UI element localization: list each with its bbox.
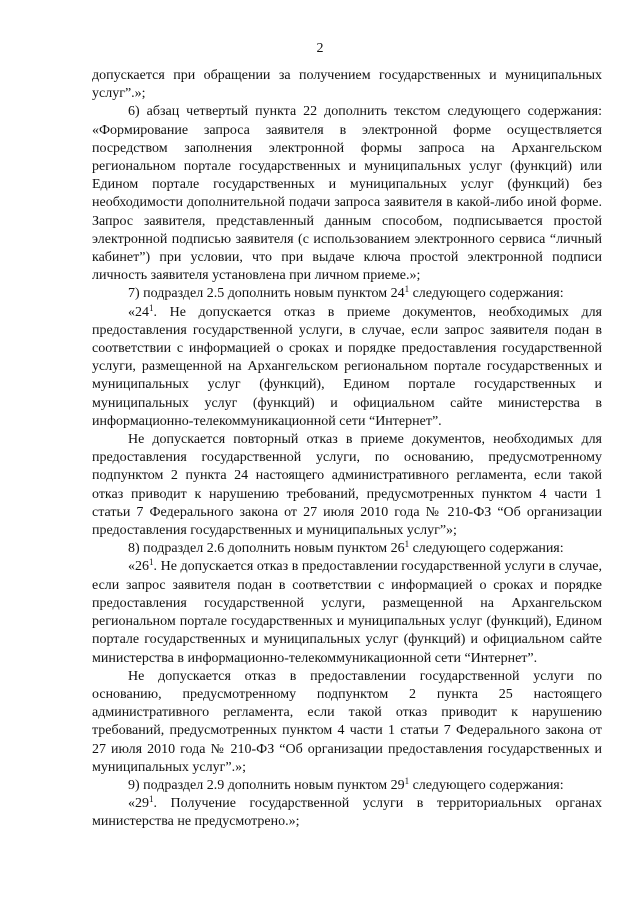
paragraph-item-7 — [92, 285, 602, 303]
page-number: 2 — [316, 41, 324, 56]
item-7-superscript: 1 — [404, 284, 410, 295]
point-26-1-text: . Не допускается отказ в предоставлении государственной услуги в случае, если запрос заявителя подан в соответствии с информацией о сроках и порядке предоставления государственной услуги, размещенной на Архангельском региональном портале государственных и муниципальных услуг (функций), Едином портале государственных и муниципальных услуг (функций) и официальном сайте министерства в информационно-телекоммуникационной сети “Интернет”. — [92, 559, 602, 666]
point-24-1-number: «24 — [128, 304, 149, 320]
point-29-1-text: . Получение государственной услуги в территориальных органах министерства не предусмотрено.»; — [92, 796, 602, 830]
point-29-1-superscript: 1 — [149, 794, 154, 805]
point-24-1-text: . Не допускается отказ в приеме документов, необходимых для предоставления государственной услуги, в случае, если запрос заявителя подан в соответствии с информацией о сроках и порядке предоставления государственной услуги, размещенной на Архангельском региональном портале государственных и муниципальных услуг (функций), Едином портале государственных и муниципальных услуг (функций) и официальном сайте министерства в информационно-телекоммуникационной сети “Интернет”. — [92, 304, 602, 429]
paragraph-item-6: 6) абзац четвертый пункта 22 дополнить текстом следующего содержания: «Формирование запроса заявителя в электронной форме осуществляется посредством заполнения электронной формы запроса на Архангельском региональном портале государственных и муниципальных услуг (функций) или Едином портале государственных и муниципальных услуг (функций) без необходимости дополнительной подачи запроса заявителя в какой-либо иной форме. Запрос заявителя, представленный данным способом, подписывается простой электронной подписью заявителя (с использованием электронного сервиса “личный кабинет”) при условии, что при выдаче ключа простой электронной подписи личность заявителя установлена при личном приеме.»; — [92, 104, 602, 284]
paragraph-item-9 — [92, 777, 602, 795]
point-26-1-number: «26 — [128, 559, 149, 575]
item-9-superscript: 1 — [404, 775, 410, 786]
document-body — [92, 67, 602, 832]
point-26-1-superscript: 1 — [149, 557, 154, 568]
paragraph-refusal-basis: Не допускается отказ в предоставлении государственной услуги по основанию, предусмотренному подпунктом 2 пункта 25 настоящего административного регламента, если такой отказ приводит к нарушению требований, предусмотренных пунктом 4 части 1 статьи 7 Федерального закона от 27 июля 2010 года № 210-ФЗ “Об организации предоставления государственных и муниципальных услуг”.»; — [92, 668, 602, 775]
item-7-text-end: следующего содержания: — [409, 286, 564, 302]
point-29-1-number: «29 — [128, 796, 149, 812]
paragraph-item-8 — [92, 540, 602, 558]
item-9-text-end: следующего содержания: — [409, 777, 564, 793]
item-7-text: 7) подраздел 2.5 дополнить новым пунктом 24 — [128, 286, 405, 302]
paragraph-repeat-refusal: Не допускается повторный отказ в приеме документов, необходимых для предоставления государственной услуги, по основанию, предусмотренному подпунктом 2 пункта 24 настоящего административного регламента, если такой отказ приводит к нарушению требований, предусмотренных пунктом 4 части 1 статьи 7 Федерального закона от 27 июля 2010 года № 210-ФЗ “Об организации предоставления государственных и муниципальных услуг”»; — [92, 432, 602, 539]
paragraph-continuation: допускается при обращении за получением государственных и муниципальных услуг”.»; — [92, 68, 602, 102]
item-8-text-end: следующего содержания: — [409, 541, 564, 557]
item-8-text: 8) подраздел 2.6 дополнить новым пунктом 26 — [128, 541, 405, 557]
paragraph-point-24-1 — [92, 304, 602, 431]
item-8-superscript: 1 — [404, 539, 410, 550]
paragraph-point-29-1 — [92, 795, 602, 831]
paragraph-point-26-1 — [92, 558, 602, 667]
item-9-text: 9) подраздел 2.9 дополнить новым пунктом 29 — [128, 777, 405, 793]
point-24-1-superscript: 1 — [149, 302, 154, 313]
